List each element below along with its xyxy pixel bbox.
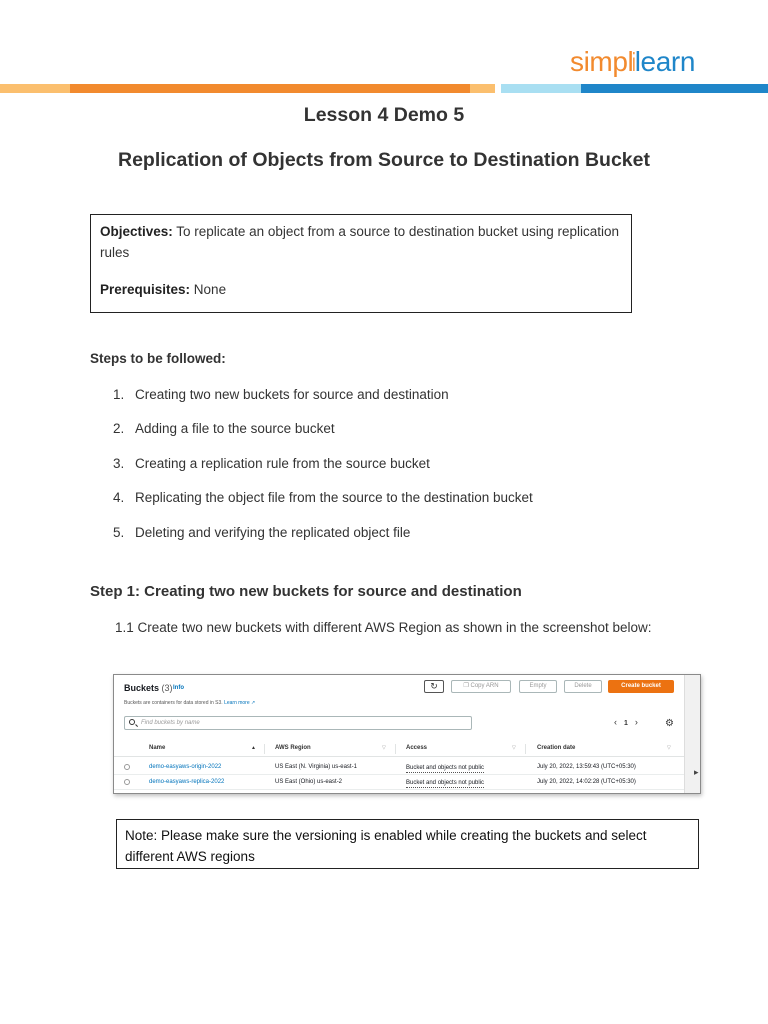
refresh-icon: ↻ [430,681,438,691]
prerequisites-text: None [190,282,227,297]
simplilearn-logo [570,46,695,78]
column-header-access[interactable]: Access [406,745,428,751]
bucket-creation-date: July 20, 2022, 13:59:43 (UTC+05:30) [537,764,636,770]
logo-separator: i [632,47,636,77]
info-link[interactable]: Info [173,685,184,691]
objectives-label: Objectives: [100,224,173,239]
s3-buckets-screenshot [113,674,701,794]
step-number: 4. [113,490,125,505]
step-text: Creating two new buckets for source and destination [135,387,449,402]
objectives-paragraph [100,221,622,263]
sort-icon[interactable]: ▽ [382,745,386,751]
bucket-creation-date: July 20, 2022, 14:02:28 (UTC+05:30) [537,779,636,785]
step-number: 2. [113,421,125,436]
sort-icon[interactable]: ▽ [667,745,671,751]
prerequisites-paragraph [100,279,622,300]
chevron-right-icon[interactable]: › [634,717,638,727]
chevron-left-icon[interactable]: ‹ [614,717,617,727]
bucket-name-link[interactable]: demo-easyaws-origin-2022 [149,764,222,770]
step-number: 5. [113,525,125,540]
row-select-radio[interactable] [124,764,130,770]
learn-more-link[interactable]: Learn more [224,700,250,706]
refresh-button[interactable] [424,680,444,693]
header-stripe-light-blue [501,84,581,93]
buckets-title [124,683,173,693]
delete-button[interactable]: Delete [564,680,602,693]
settings-gear-icon[interactable]: ⚙ [665,718,674,729]
logo-part-learn: learn [634,46,695,77]
step-text: Adding a file to the source bucket [135,421,335,436]
prerequisites-label: Prerequisites: [100,282,191,297]
row-select-radio[interactable] [124,779,130,785]
table-row [114,760,684,775]
step-text: Deleting and verifying the replicated object file [135,525,411,540]
buckets-count: (3) [161,683,173,693]
step-number: 3. [113,456,125,471]
step-list-item [113,525,410,540]
objectives-text: To replicate an object from a source to destination bucket using replication rules [100,224,620,260]
demo-title: Replication of Objects from Source to Destination Bucket [118,149,650,171]
table-row [114,775,684,790]
header-stripe-light-orange-left [0,84,70,93]
buckets-title-text: Buckets [124,683,160,693]
header-stripe-light-orange-right [470,84,495,93]
search-icon [129,719,135,725]
column-divider [525,744,526,754]
bucket-access: Bucket and objects not public [406,780,485,786]
create-bucket-button[interactable]: Create bucket [608,680,674,693]
steps-heading: Steps to be followed: [90,351,226,366]
sort-ascending-icon[interactable]: ▲ [251,745,256,751]
bucket-name-link[interactable]: demo-easyaws-replica-2022 [149,779,225,785]
page-number[interactable]: 1 [624,720,628,727]
table-header [114,741,684,757]
step1-instruction: 1.1 Create two new buckets with different AWS Region as shown in the screenshot below: [115,620,652,635]
step-text: Creating a replication rule from the source bucket [135,456,430,471]
pagination [614,717,638,727]
header-stripe-orange [70,84,470,93]
bucket-search-input[interactable] [124,716,472,730]
step1-heading: Step 1: Creating two new buckets for source and destination [90,583,522,600]
lesson-title: Lesson 4 Demo 5 [303,104,465,126]
column-divider [395,744,396,754]
step-list-item [113,456,430,471]
mouse-cursor-icon: ▸ [694,767,699,777]
note-box: Note: Please make sure the versioning is enabled while creating the buckets and select different AWS regions [116,819,699,869]
search-placeholder: Find buckets by name [141,720,200,726]
objectives-box [90,214,632,313]
step-list-item [113,490,533,505]
step-list-item [113,421,335,436]
step-list-item [113,387,449,402]
bucket-access: Bucket and objects not public [406,765,485,771]
bucket-region: US East (Ohio) us-east-2 [275,779,343,785]
copy-icon: ❐ [463,683,469,689]
sort-icon[interactable]: ▽ [512,745,516,751]
step-number: 1. [113,387,125,402]
column-header-name[interactable]: Name [149,745,166,751]
copy-arn-button[interactable] [451,680,511,693]
column-divider [264,744,265,754]
logo-part-simpl: simpl [570,46,634,77]
column-header-region[interactable]: AWS Region [275,745,311,751]
buckets-description [124,700,255,706]
empty-button[interactable]: Empty [519,680,557,693]
bucket-region: US East (N. Virginia) us-east-1 [275,764,357,770]
copy-arn-label: Copy ARN [470,683,499,689]
step-text: Replicating the object file from the source to the destination bucket [135,490,533,505]
buckets-description-text: Buckets are containers for data stored in S3. [124,700,223,706]
external-link-icon: ↗ [251,700,256,706]
column-header-creation-date[interactable]: Creation date [537,745,576,751]
header-stripe-blue [581,84,768,93]
